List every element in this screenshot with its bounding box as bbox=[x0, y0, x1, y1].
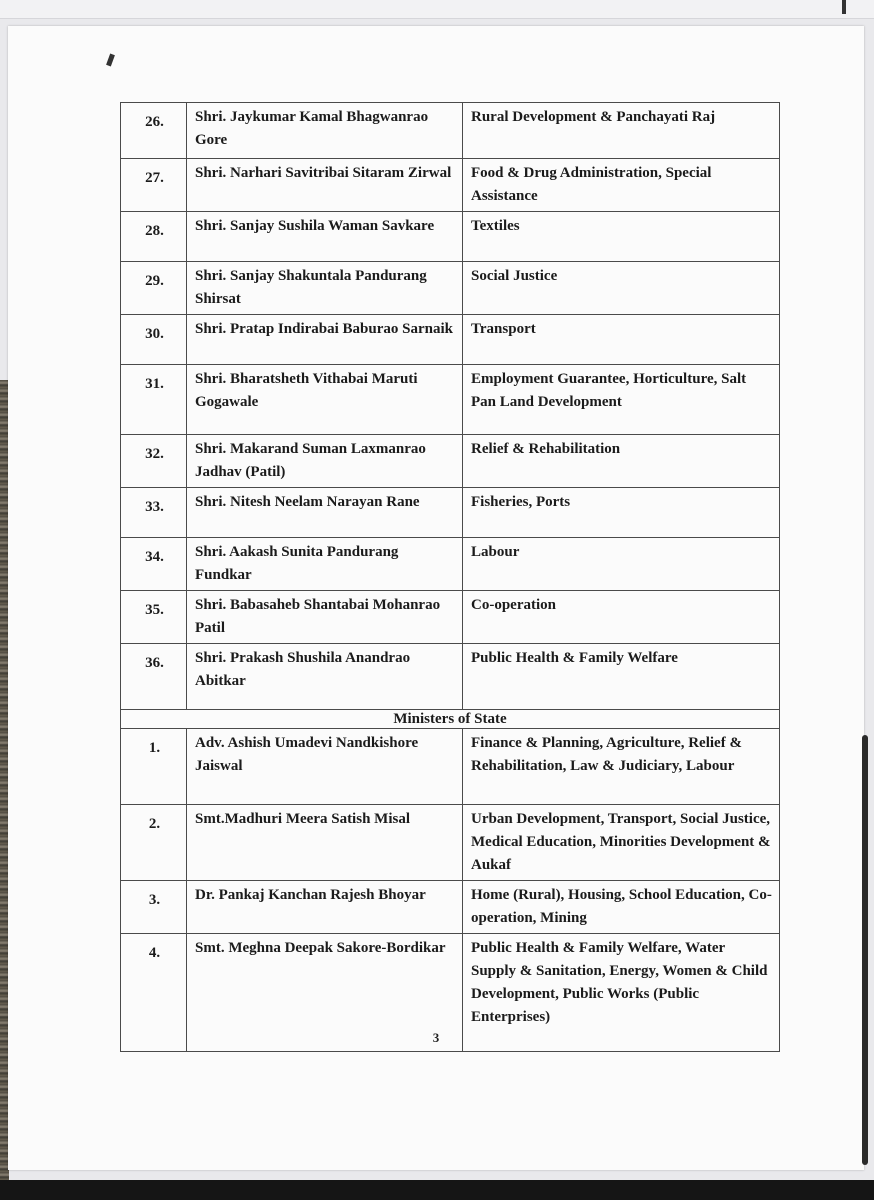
row-number: 29. bbox=[121, 262, 187, 315]
row-number: 26. bbox=[121, 103, 187, 159]
portfolio-cell: Home (Rural), Housing, School Education, Co-operation, Mining bbox=[463, 881, 780, 934]
cabinet-table-body bbox=[121, 103, 780, 710]
table-row bbox=[121, 591, 780, 644]
row-number: 33. bbox=[121, 488, 187, 538]
minister-name: Shri. Prakash Shushila Anandrao Abitkar bbox=[187, 644, 463, 710]
portfolio-cell: Finance & Planning, Agriculture, Relief & Rehabilitation, Law & Judiciary, Labour bbox=[463, 729, 780, 805]
row-number: 1. bbox=[121, 729, 187, 805]
minister-name: Shri. Jaykumar Kamal Bhagwanrao Gore bbox=[187, 103, 463, 159]
row-number: 28. bbox=[121, 212, 187, 262]
minister-name: Shri. Makarand Suman Laxmanrao Jadhav (Patil) bbox=[187, 435, 463, 488]
portfolio-cell: Urban Development, Transport, Social Justice, Medical Education, Minorities Development & Aukaf bbox=[463, 805, 780, 881]
portfolio-cell: Textiles bbox=[463, 212, 780, 262]
row-number: 27. bbox=[121, 159, 187, 212]
table-row bbox=[121, 212, 780, 262]
minister-name: Shri. Bharatsheth Vithabai Maruti Gogawale bbox=[187, 365, 463, 435]
minister-name: Shri. Sanjay Sushila Waman Savkare bbox=[187, 212, 463, 262]
portfolio-cell: Social Justice bbox=[463, 262, 780, 315]
row-number: 4. bbox=[121, 934, 187, 1052]
minister-name: Dr. Pankaj Kanchan Rajesh Bhoyar bbox=[187, 881, 463, 934]
portfolio-cell: Food & Drug Administration, Special Assistance bbox=[463, 159, 780, 212]
viewer-top-strip bbox=[0, 0, 874, 19]
state-table-body bbox=[121, 729, 780, 1052]
minister-name: Shri. Narhari Savitribai Sitaram Zirwal bbox=[187, 159, 463, 212]
row-number: 30. bbox=[121, 315, 187, 365]
row-number: 34. bbox=[121, 538, 187, 591]
table-row bbox=[121, 644, 780, 710]
table-row bbox=[121, 315, 780, 365]
minister-name: Shri. Nitesh Neelam Narayan Rane bbox=[187, 488, 463, 538]
ministers-table bbox=[120, 102, 780, 1052]
table-row bbox=[121, 881, 780, 934]
table-row bbox=[121, 262, 780, 315]
minister-name: Shri. Sanjay Shakuntala Pandurang Shirsat bbox=[187, 262, 463, 315]
scrollbar[interactable] bbox=[862, 735, 868, 1165]
table-row bbox=[121, 805, 780, 881]
portfolio-cell: Labour bbox=[463, 538, 780, 591]
portfolio-cell: Transport bbox=[463, 315, 780, 365]
table-row bbox=[121, 435, 780, 488]
row-number: 3. bbox=[121, 881, 187, 934]
table-row bbox=[121, 488, 780, 538]
row-number: 31. bbox=[121, 365, 187, 435]
divider-mark bbox=[842, 0, 846, 14]
section-row bbox=[121, 710, 780, 729]
portfolio-cell: Fisheries, Ports bbox=[463, 488, 780, 538]
row-number: 32. bbox=[121, 435, 187, 488]
portfolio-cell: Relief & Rehabilitation bbox=[463, 435, 780, 488]
table-row bbox=[121, 729, 780, 805]
minister-name: Shri. Babasaheb Shantabai Mohanrao Patil bbox=[187, 591, 463, 644]
page-number: 3 bbox=[432, 1030, 440, 1045]
minister-name: Smt.Madhuri Meera Satish Misal bbox=[187, 805, 463, 881]
minister-name: Adv. Ashish Umadevi Nandkishore Jaiswal bbox=[187, 729, 463, 805]
document-page bbox=[8, 26, 864, 1170]
section-heading: Ministers of State bbox=[121, 710, 780, 729]
table-row bbox=[121, 103, 780, 159]
minister-name: Smt. Meghna Deepak Sakore-Bordikar bbox=[187, 934, 463, 1052]
portfolio-cell: Public Health & Family Welfare bbox=[463, 644, 780, 710]
row-number: 2. bbox=[121, 805, 187, 881]
table-row bbox=[121, 538, 780, 591]
table-row bbox=[121, 365, 780, 435]
portfolio-cell: Rural Development & Panchayati Raj bbox=[463, 103, 780, 159]
portfolio-cell: Employment Guarantee, Horticulture, Salt Pan Land Development bbox=[463, 365, 780, 435]
portfolio-cell: Co-operation bbox=[463, 591, 780, 644]
viewer-bottom-strip bbox=[0, 1180, 874, 1200]
row-number: 35. bbox=[121, 591, 187, 644]
scan-mark bbox=[106, 54, 115, 67]
minister-name: Shri. Aakash Sunita Pandurang Fundkar bbox=[187, 538, 463, 591]
table-row bbox=[121, 159, 780, 212]
row-number: 36. bbox=[121, 644, 187, 710]
portfolio-cell: Public Health & Family Welfare, Water Supply & Sanitation, Energy, Women & Child Development, Public Works (Public Enterprises) bbox=[463, 934, 780, 1052]
minister-name: Shri. Pratap Indirabai Baburao Sarnaik bbox=[187, 315, 463, 365]
